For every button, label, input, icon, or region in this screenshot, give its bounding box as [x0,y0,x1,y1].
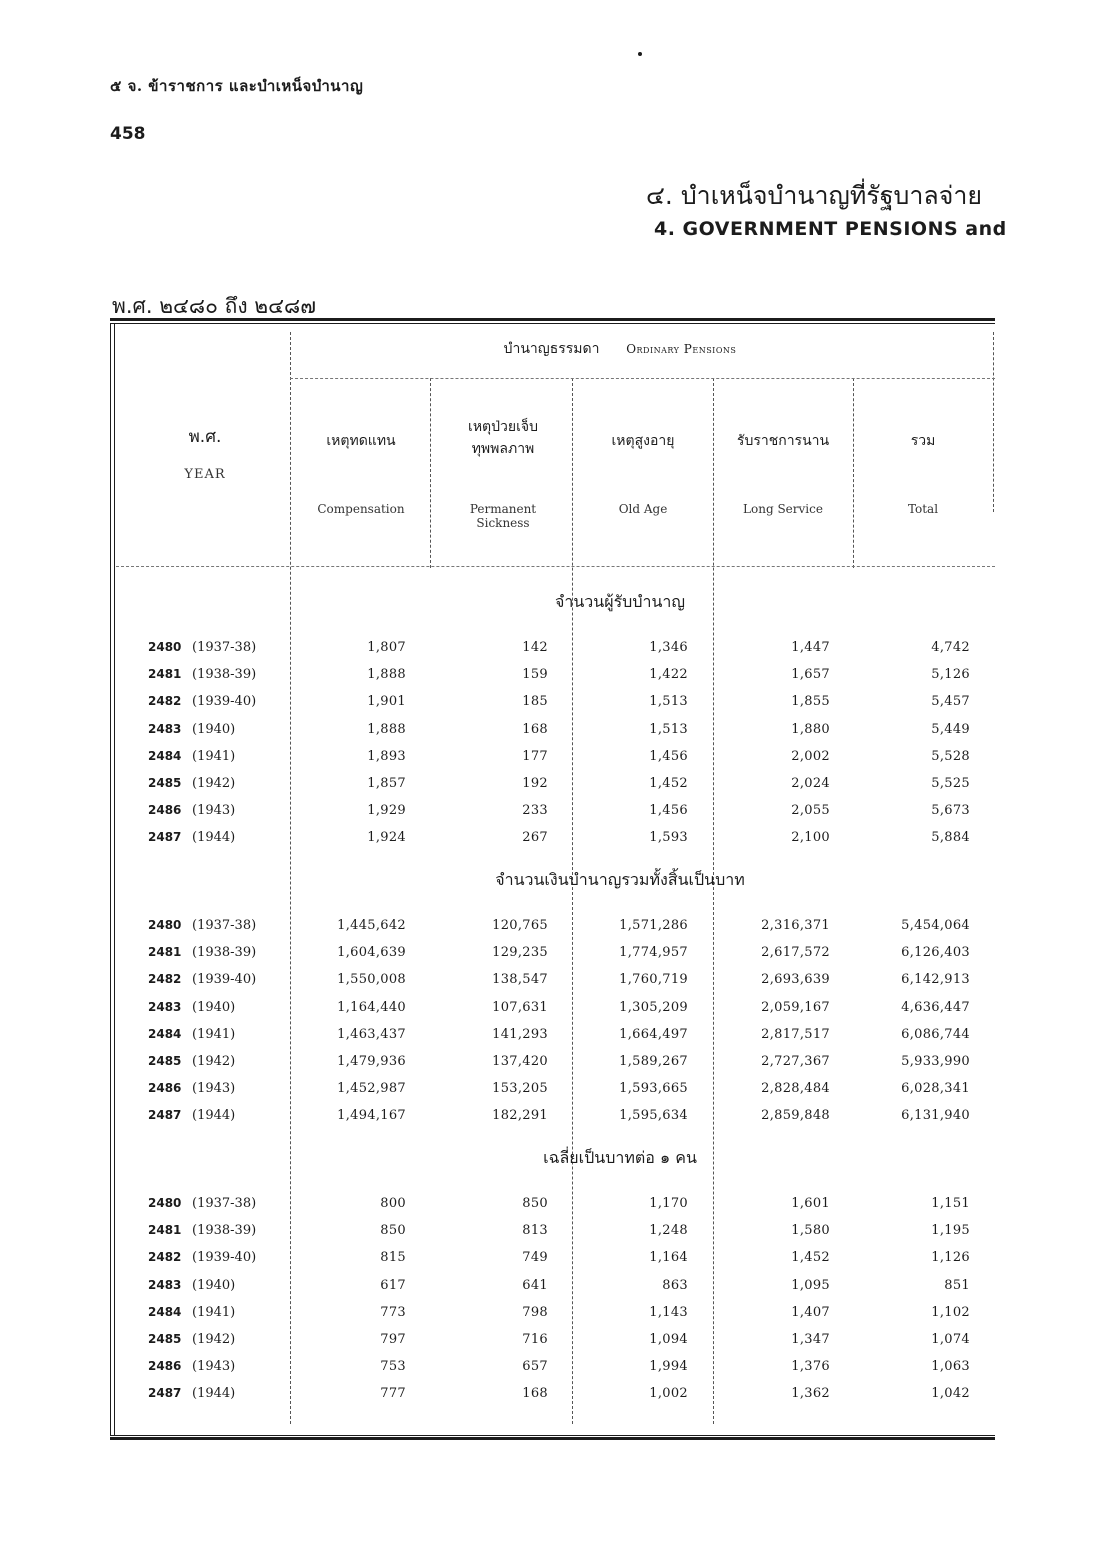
ink-dot [638,52,642,56]
table-cell: 2,316,371 [761,918,830,933]
period-label: พ.ศ. ๒๔๘๐ ถึง ๒๔๘๗ [112,294,317,318]
table-cell: 1,857 [367,776,406,791]
table-row [110,994,995,1021]
year-ce: (1944) [192,1386,236,1402]
pensions-table [110,318,995,1440]
year-ce: (1939-40) [192,972,257,988]
table-cell: 1,445,642 [337,918,406,933]
year-ce: (1937-38) [192,1196,257,1211]
year-be: 2481 [148,1223,182,1238]
table-cell: 1,855 [791,694,830,710]
table-cell: 2,693,639 [761,972,830,988]
table-bottom-rule [110,1437,995,1440]
year-ce: (1941) [192,1026,236,1042]
group-header [410,338,830,360]
table-cell: 129,235 [492,945,548,961]
col-long-service-english: Long Service [743,502,823,516]
table-cell: 657 [522,1359,548,1375]
table-cell: 1,346 [649,640,688,655]
year-ce: (1939-40) [192,694,257,710]
table-cell: 1,170 [649,1196,688,1211]
table-cell: 1,002 [649,1386,688,1402]
table-cell: 4,636,447 [901,999,970,1015]
year-ce: (1938-39) [192,667,257,683]
table-cell: 2,828,484 [761,1081,830,1097]
year-be: 2484 [148,1304,182,1319]
table-cell: 2,617,572 [761,945,830,961]
table-cell: 716 [522,1332,548,1347]
year-be: 2486 [148,1359,182,1374]
year-ce: (1943) [192,1081,236,1097]
table-cell: 5,457 [931,694,970,710]
table-row [110,688,995,715]
table-row [110,912,995,939]
year-be: 2483 [148,1277,182,1292]
table-cell: 2,727,367 [761,1054,830,1069]
year-be: 2482 [148,972,182,987]
table-cell: 1,305,209 [619,999,688,1015]
column-divider [993,332,994,512]
year-be: 2483 [148,999,182,1014]
table-cell: 168 [522,1386,548,1402]
table-row [110,1075,995,1102]
table-cell: 168 [522,721,548,737]
table-cell: 1,164 [649,1250,688,1266]
table-cell: 1,924 [367,830,406,846]
table-cell: 863 [662,1277,688,1293]
table-cell: 2,059,167 [761,999,830,1015]
table-cell: 1,164,440 [337,999,406,1015]
table-cell: 1,407 [791,1304,830,1320]
table-row [110,1326,995,1353]
table-cell: 850 [522,1196,548,1211]
table-cell: 1,593 [649,830,688,846]
table-cell: 4,742 [931,640,970,655]
table-cell: 107,631 [492,999,548,1015]
table-cell: 2,002 [791,748,830,764]
col-total-english: Total [907,502,939,516]
table-cell: 159 [522,667,548,683]
table-cell: 5,449 [931,721,970,737]
year-ce: (1942) [192,1054,236,1069]
col-old-age-english: Old Age [618,502,668,516]
table-cell: 2,817,517 [761,1026,830,1042]
table-cell: 851 [944,1277,970,1293]
table-cell: 6,131,940 [901,1108,970,1124]
section-title-thai: ๔. บำเหน็จบำนาญที่รัฐบาลจ่าย [646,181,983,210]
table-bottom-rule-thin [110,1435,995,1436]
year-header-thai: พ.ศ. [188,427,222,447]
table-top-rule [110,318,995,321]
table-cell: 1,463,437 [337,1026,406,1042]
table-cell: 800 [380,1196,406,1211]
table-row [110,1380,995,1407]
group-header-thai: บำนาญธรรมดา [503,341,600,357]
col-long-service-thai: รับราชการนาน [736,433,830,449]
table-cell: 1,994 [649,1359,688,1375]
table-cell: 813 [522,1223,548,1239]
year-be: 2480 [148,1196,182,1210]
year-ce: (1942) [192,776,236,791]
table-cell: 1,195 [931,1223,970,1239]
table-cell: 1,452 [649,776,688,791]
table-cell: 141,293 [492,1026,548,1042]
table-cell: 1,513 [649,694,688,710]
table-cell: 797 [380,1332,406,1347]
table-cell: 6,028,341 [901,1081,970,1097]
table-cell: 120,765 [492,918,548,933]
table-cell: 5,528 [931,748,970,764]
table-cell: 2,024 [791,776,830,791]
table-row [110,1021,995,1048]
col-compensation-thai: เหตุทดแทน [326,433,396,449]
year-ce: (1944) [192,1108,236,1124]
column-divider [853,378,854,568]
table-cell: 1,422 [649,667,688,683]
year-be: 2485 [148,1332,182,1346]
table-cell: 1,102 [931,1304,970,1320]
table-cell: 6,086,744 [901,1026,970,1042]
year-ce: (1940) [192,1277,236,1293]
table-cell: 5,126 [931,667,970,683]
table-cell: 1,893 [367,748,406,764]
year-be: 2484 [148,1026,182,1041]
year-be: 2487 [148,1386,182,1401]
page-number: 458 [110,124,146,144]
year-ce: (1941) [192,1304,236,1320]
year-be: 2484 [148,748,182,763]
section-title: เฉลี่ยเป็นบาทต่อ ๑ คน [543,1148,697,1167]
table-cell: 1,376 [791,1359,830,1375]
table-cell: 773 [380,1304,406,1320]
year-ce: (1937-38) [192,640,257,655]
table-cell: 2,100 [791,830,830,846]
table-cell: 6,142,913 [901,972,970,988]
table-row [110,743,995,770]
year-ce: (1939-40) [192,1250,257,1266]
table-cell: 617 [380,1277,406,1293]
table-cell: 1,580 [791,1223,830,1239]
table-cell: 1,774,957 [619,945,688,961]
table-cell: 1,452 [791,1250,830,1266]
table-cell: 2,859,848 [761,1108,830,1124]
table-row [110,1190,995,1217]
year-be: 2482 [148,1250,182,1265]
year-be: 2482 [148,694,182,709]
year-ce: (1940) [192,999,236,1015]
year-be: 2481 [148,945,182,960]
table-row [110,1048,995,1075]
table-cell: 5,673 [931,803,970,819]
table-cell: 798 [522,1304,548,1320]
col-total-thai: รวม [910,433,936,449]
table-row [110,770,995,797]
table-cell: 1,664,497 [619,1026,688,1042]
col-old-age-thai: เหตุสูงอายุ [611,433,675,449]
table-cell: 137,420 [492,1054,548,1069]
table-row [110,1102,995,1129]
year-ce: (1943) [192,1359,236,1375]
year-be: 2486 [148,1081,182,1096]
year-ce: (1943) [192,803,236,819]
table-cell: 1,888 [367,721,406,737]
table-cell: 1,604,639 [337,945,406,961]
table-cell: 1,151 [931,1196,970,1211]
table-cell: 1,494,167 [337,1108,406,1124]
table-cell: 1,550,008 [337,972,406,988]
table-cell: 192 [522,776,548,791]
table-cell: 1,452,987 [337,1081,406,1097]
table-row [110,797,995,824]
table-cell: 1,447 [791,640,830,655]
table-cell: 182,291 [492,1108,548,1124]
table-row [110,1217,995,1244]
table-row [110,1244,995,1271]
table-row [110,716,995,743]
table-cell: 1,456 [649,748,688,764]
table-cell: 641 [522,1277,548,1293]
year-be: 2487 [148,1108,182,1123]
table-cell: 138,547 [492,972,548,988]
group-header-english: Ordinary Pensions [626,342,737,356]
table-row [110,1272,995,1299]
year-be: 2480 [148,640,182,654]
table-cell: 850 [380,1223,406,1239]
table-cell: 267 [522,830,548,846]
table-top-rule-thin [110,323,995,324]
table-cell: 1,095 [791,1277,830,1293]
header-bottom-line [116,566,995,567]
table-cell: 233 [522,803,548,819]
year-ce: (1944) [192,830,236,846]
col-compensation-english: Compensation [317,502,405,516]
section-title: จำนวนเงินบำนาญรวมทั้งสิ้นเป็นบาท [495,870,745,889]
table-cell: 5,933,990 [901,1054,970,1069]
year-be: 2486 [148,803,182,818]
table-cell: 1,126 [931,1250,970,1266]
year-be: 2485 [148,1054,182,1068]
table-row [110,634,995,661]
table-cell: 1,094 [649,1332,688,1347]
table-row [110,1353,995,1380]
table-row [110,824,995,851]
table-cell: 1,042 [931,1386,970,1402]
year-be: 2483 [148,721,182,736]
table-row [110,966,995,993]
table-cell: 749 [522,1250,548,1266]
year-header-english: YEAR [184,467,226,482]
table-cell: 1,074 [931,1332,970,1347]
column-divider [430,378,431,568]
year-be: 2481 [148,667,182,682]
table-cell: 1,657 [791,667,830,683]
running-head: ๕ จ. ข้าราชการ และบำเหน็จบำนาญ [110,77,364,95]
table-cell: 1,601 [791,1196,830,1211]
section-title-english: 4. GOVERNMENT PENSIONS and [654,218,1007,240]
table-cell: 1,901 [367,694,406,710]
table-cell: 1,595,634 [619,1108,688,1124]
table-cell: 777 [380,1386,406,1402]
year-ce: (1938-39) [192,1223,257,1239]
table-cell: 5,454,064 [901,918,970,933]
col-sickness-english: Permanent Sickness [469,502,537,530]
group-header-underline [290,378,995,379]
table-cell: 153,205 [492,1081,548,1097]
table-cell: 1,589,267 [619,1054,688,1069]
table-cell: 1,456 [649,803,688,819]
table-cell: 1,888 [367,667,406,683]
table-cell: 142 [522,640,548,655]
table-cell: 1,929 [367,803,406,819]
table-cell: 1,063 [931,1359,970,1375]
table-cell: 1,362 [791,1386,830,1402]
table-cell: 1,479,936 [337,1054,406,1069]
year-ce: (1938-39) [192,945,257,961]
year-be: 2487 [148,830,182,845]
table-cell: 1,807 [367,640,406,655]
table-cell: 1,347 [791,1332,830,1347]
table-cell: 1,760,719 [619,972,688,988]
table-row [110,661,995,688]
table-cell: 6,126,403 [901,945,970,961]
table-cell: 1,571,286 [619,918,688,933]
table-row [110,939,995,966]
table-cell: 1,248 [649,1223,688,1239]
section-title: จำนวนผู้รับบำนาญ [554,592,686,611]
table-cell: 2,055 [791,803,830,819]
year-ce: (1940) [192,721,236,737]
table-cell: 1,143 [649,1304,688,1320]
year-be: 2485 [148,776,182,790]
year-ce: (1937-38) [192,918,257,933]
table-cell: 753 [380,1359,406,1375]
table-cell: 5,884 [931,830,970,846]
table-cell: 1,513 [649,721,688,737]
year-ce: (1941) [192,748,236,764]
year-be: 2480 [148,918,182,932]
table-row [110,1299,995,1326]
table-cell: 1,593,665 [619,1081,688,1097]
table-cell: 177 [522,748,548,764]
table-cell: 815 [380,1250,406,1266]
table-cell: 5,525 [931,776,970,791]
col-sickness-thai: เหตุป่วยเจ็บ ทุพพลภาพ [468,419,538,457]
table-cell: 185 [522,694,548,710]
table-cell: 1,880 [791,721,830,737]
year-ce: (1942) [192,1332,236,1347]
